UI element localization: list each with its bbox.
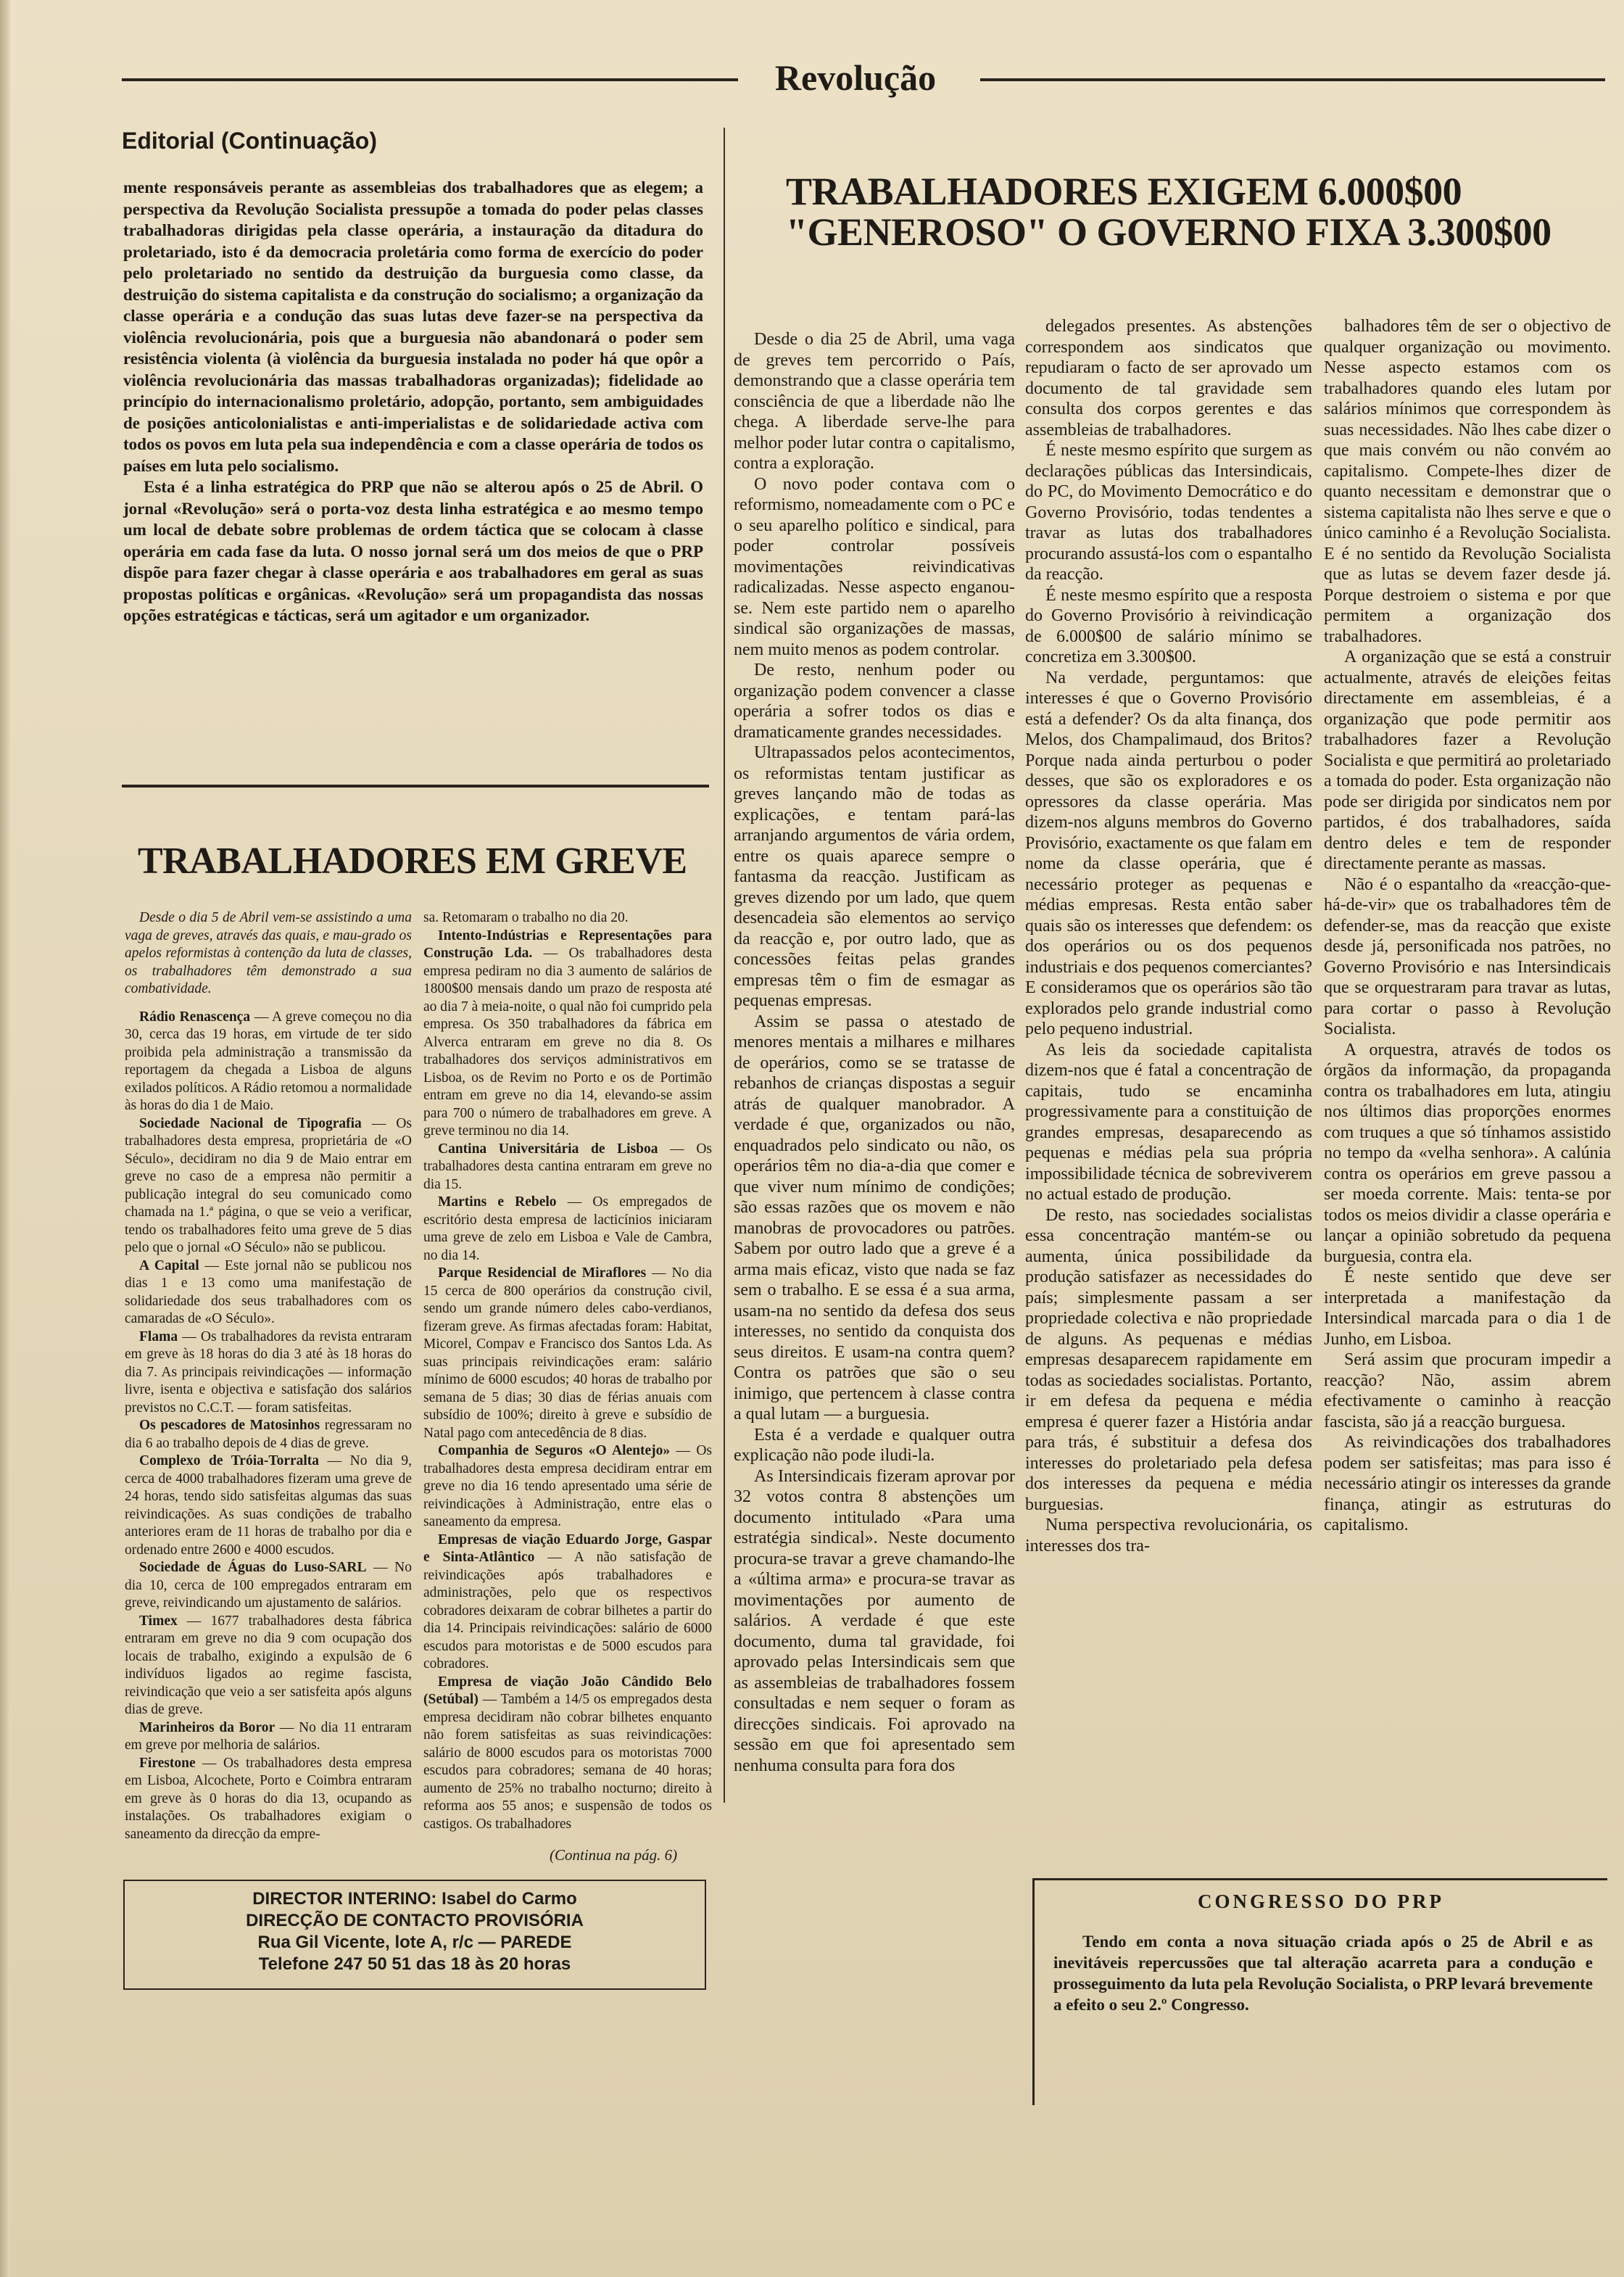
strike-item-name: Empresa de viação João Cândido Belo (Setúbal) bbox=[423, 1674, 712, 1707]
headline-line: "GENEROSO" O GOVERNO FIXA 3.300$00 bbox=[786, 210, 1552, 254]
strike-item-name: Intento-Indústrias e Representações para Construção Lda. bbox=[423, 927, 712, 961]
strike-item-name: Empresas de viação Eduardo Jorge, Gaspar e Sinta-Atlântico bbox=[423, 1532, 712, 1565]
congresso-box bbox=[1032, 1878, 1607, 2105]
article-paragraph: A orquestra, através de todos os órgãos da informação, da propaganda contra os trabalhadores em luta, atingiu nos últimos dias proporções enormes com truques a que só tínhamos assistido no tempo da «velha senhora». A calúnia contra os operários em greve passou a ser moeda corrente. Mais: tenta-se por todos os meios dividir a classe operária e lançar a opinião sobretudo da pequena burguesia, contra ela. bbox=[1324, 1040, 1611, 1266]
article-paragraph: De resto, nas sociedades socialistas essa concentração mantém-se ou aumenta, única possibilidade da produção satisfazer as necessidades do país; simplesmente passam a ser propriedade colectiva e não propriedade de alguns. As pequenas e médias empresas desaparecem rapidamente em todas as sociedades socialistas. Portanto, ir em defesa da pequena e média empresa é querer fazer a História andar para trás, é substituir a defesa dos interesses do proletariado pela defesa dos interesses da pequena e média burguesias. bbox=[1025, 1205, 1312, 1514]
article-paragraph: As Intersindicais fizeram aprovar por 32 votos contra 8 abstenções um documento intitulado «Para uma estratégia sindical». Neste documento procura-se travar a greve chamando-lhe a «última arma» e procura-se travar as movimentações por aumento de salários. A verdade é que este documento, duma tal gravidade, foi aprovado pelas Intersindicais sem que as assembleias de trabalhadores fossem consultadas e nem sequer o foram as direcções sindicais. Foi aprovado na sessão em que foi apresentado sem nenhuma consulta para fora dos bbox=[734, 1466, 1015, 1775]
masthead-title: Revolução bbox=[774, 57, 937, 98]
strike-item-text: — Os trabalhadores desta empresa em Lisboa, Alcochete, Porto e Coimbra entraram em greve às 0 horas do dia 13, ocupando as instalações. Os trabalhadores exigiam o saneamento da direcção da empre- bbox=[125, 1755, 412, 1842]
article-paragraph: Numa perspectiva revolucionária, os interesses dos tra- bbox=[1025, 1516, 1312, 1555]
article-paragraph: Assim se passa o atestado de menores mentais a milhares e milhares de operários, como se se tratasse de rebanhos de crianças dispostas a seguir atrás de qualquer manobrador. A verdade é que, organizados ou não, enquadrados pelo sindicato ou não, os operários têm no dia-a-dia que comer e que viver num mínimo de condições; são essas razões que os movem e não manobras de provocadores ou patrões. Sabem por outro lado que a greve é a arma mais eficaz, visto que nada se faz sem o trabalho. E se essa é a sua arma, usam-na no sentido da defesa dos seus interesses, no sentido da conquista dos seus direitos. E usam-na contra quem? Contra os patrões que são o seu inimigo, que pertencem à classe contra a qual lutam — a burguesia. bbox=[734, 1012, 1015, 1423]
strike-item bbox=[125, 1417, 412, 1452]
strike-item-name: Rádio Renascença bbox=[139, 1009, 251, 1025]
strike-item-name: Os pescadores de Matosinhos bbox=[139, 1418, 320, 1433]
strike-item-text: sa. Retomaram o trabalho no dia 20. bbox=[423, 910, 629, 925]
strike-item-name: Cantina Universitária de Lisboa bbox=[438, 1141, 658, 1157]
strike-item bbox=[423, 1674, 712, 1834]
editorial-body bbox=[123, 177, 703, 627]
strike-item-name: Timex bbox=[139, 1613, 178, 1629]
strike-item bbox=[423, 1194, 712, 1265]
section-divider bbox=[122, 785, 709, 788]
editorial-paragraph: mente responsáveis perante as assembleias dos trabalhadores que as elegem; a perspectiva da Revolução Socialista pressupõe a tomada do poder pelas classes trabalhadoras dirigidas pela classe operária, a instauração da ditadura do proletariado, isto é da democracia proletária como forma de exercício do poder pelo proletariado no sentido da destruição da burguesia como classe, da destruição do sistema capitalista e da construção do socialismo; a organização da classe operária e a condução das suas lutas deve fazer-se na perspectiva da violência revolucionária, pois que a burguesia não abandonará o poder sem resistência violenta (à violência da burguesia instalada no poder há que opôr a violência revolucionária das massas trabalhadoras organizadas); fidelidade ao princípio do internacionalismo proletário, adopção, portanto, sem ambiguidades de posições anticolonialistas e anti-imperialistas e de solidariedade activa com todos os povos em luta pela sua independência e com a classe operária de todos os países em luta pelo socialismo. bbox=[123, 178, 703, 475]
column-divider bbox=[724, 128, 725, 1803]
greve-column-2 bbox=[423, 909, 712, 1845]
article-paragraph: De resto, nenhum poder ou organização podem convencer a classe operária a sofrer todos os dias e dramaticamente grandes necessidades. bbox=[734, 661, 1015, 742]
strike-item bbox=[125, 1559, 412, 1613]
director-line: DIRECÇÃO DE CONTACTO PROVISÓRIA bbox=[246, 1911, 584, 1930]
editorial-paragraph: Esta é a linha estratégica do PRP que não se alterou após o 25 de Abril. O jornal «Revolução» será o porta-voz desta linha estratégica e ao mesmo tempo um local de debate sobre problemas de ordem táctica que se colocam à classe operária em cada fase da luta. O nosso jornal será um dos meios de que o PRP dispõe para fazer chegar à classe operária e aos trabalhadores em geral as suas propostas políticas e orgânicas. «Revolução» será um propagandista das nossas opções estratégicas e tácticas, será um agitador e um organizador. bbox=[123, 478, 703, 624]
strike-item-text: — Este jornal não se publicou nos dias 1 e 13 como uma manifestação de solidariedade dos seus trabalhadores com os camaradas de «O Século». bbox=[125, 1257, 412, 1326]
strike-item-text: — Os empregados de escritório desta empresa de lacticínios iniciaram uma greve de zelo em Lisboa e Vale de Cambra, no dia 14. bbox=[423, 1194, 712, 1263]
strike-item-text: — Também a 14/5 os empregados desta empresa decidiram não cobrar bilhetes enquanto não forem satisfeitas as suas reivindicações: salário de 8000 escudos para os motoristas 7000 escudos para cobradores; semana de 40 horas; aumento de 25% no trabalho nocturno; direito à reforma aos 55 anos; e suspensão de todos os castigos. Os trabalhadores bbox=[423, 1692, 712, 1832]
masthead-rule-right bbox=[980, 78, 1605, 81]
masthead-rule-left bbox=[122, 78, 738, 81]
article-paragraph: balhadores têm de ser o objectivo de qualquer organização ou movimento. Nesse aspecto estamos com os trabalhadores quando eles lutam por salários mínimos que correspondem às suas necessidades. Não lhes cabe dizer o que mais convém ou não convém ao capitalismo. Compete-lhes dizer de quanto necessitam e demonstrar que o sistema capitalista não lhes serve e que o único caminho é a Revolução Socialista. E é no sentido da Revolução Socialista que as lutas se devem fazer desde já. Porque destroiem o sistema e por que permitem a organização dos trabalhadores. bbox=[1324, 317, 1611, 646]
strike-item-text: — Os trabalhadores desta empresa, proprietária de «O Século», decidiram no dia 9 de Maio entrar em greve no caso de a empresa não permitir a publicação integral do seu comunicado como chamada na 1.ª página, o que se veio a verificar, tendo os trabalhadores feito uma greve de 5 dias pelo que o jornal «O Século» não se publicou. bbox=[125, 1115, 412, 1255]
congresso-title: CONGRESSO DO PRP bbox=[1197, 1890, 1445, 1912]
strike-item bbox=[423, 909, 712, 927]
article-paragraph: Desde o dia 25 de Abril, uma vaga de greves tem percorrido o País, demonstrando que a classe operária tem consciência de que a liberdade não lhe chega. A liberdade serve-lhe para melhor poder lutar contra o capitalismo, contra a exploração. bbox=[734, 330, 1015, 473]
greve-lead: Desde o dia 5 de Abril vem-se assistindo a uma vaga de greves, através das quais, e mau-grado os apelos reformistas à contenção da luta de classes, os trabalhadores têm demonstrado a sua combatividade. bbox=[125, 910, 412, 996]
strike-item bbox=[125, 1009, 412, 1115]
main-article-column-3 bbox=[1324, 316, 1611, 1846]
article-paragraph: O novo poder contava com o reformismo, nomeadamente com o PC e o seu aparelho político e sindical, para poder controlar possíveis movimentações reivindicativas radicalizadas. Nesse aspecto enganou-se. Nem este partido nem o aparelho sindical são organizações de massas, nem muito menos as podem controlar. bbox=[734, 474, 1015, 659]
strike-item-name: Firestone bbox=[139, 1755, 196, 1771]
strike-item-text: — Os trabalhadores desta empresa decidiram entrar em greve no dia 16 tendo apresentado uma série de reivindicações à Administração, entre elas o saneamento da empresa. bbox=[423, 1443, 712, 1529]
strike-item bbox=[125, 1613, 412, 1719]
headline-line: TRABALHADORES EXIGEM 6.000$00 bbox=[786, 170, 1462, 213]
article-paragraph: Não é o espantalho da «reacção-que-há-de-vir» que os trabalhadores têm de defender-se, mas da reacção que existe desde já, personificada nos patrões, no Governo Provisório e nas Intersindicais que se orquestraram para travar as lutas, para cortar o passo à Revolução Socialista. bbox=[1324, 875, 1611, 1038]
strike-item bbox=[423, 1141, 712, 1194]
director-line: Rua Gil Vicente, lote A, r/c — PAREDE bbox=[257, 1933, 572, 1952]
article-paragraph: delegados presentes. As abstenções correspondem aos sindicatos que repudiaram o facto de ser aprovado um documento de tal gravidade sem consulta dos corpos gerentes e das assembleias de trabalhadores. bbox=[1025, 317, 1312, 439]
strike-item bbox=[125, 1719, 412, 1755]
greve-column-1 bbox=[125, 909, 412, 1845]
strike-item bbox=[125, 1755, 412, 1844]
strike-item-name: Companhia de Seguros «O Alentejo» bbox=[438, 1443, 671, 1458]
article-paragraph: É neste sentido que deve ser interpretada a manifestação da Intersindical marcada para o dia 1 de Junho, em Lisboa. bbox=[1324, 1268, 1611, 1349]
main-article-column-1 bbox=[734, 329, 1015, 2084]
strike-item-name: Marinheiros da Boror bbox=[139, 1719, 276, 1735]
strike-item-text: — No dia 10, cerca de 100 empregados entraram em greve, reivindicando um ajustamento de salários. bbox=[125, 1560, 412, 1611]
article-paragraph: Esta é a verdade e qualquer outra explicação não pode iludi-la. bbox=[734, 1425, 1015, 1465]
director-line: DIRECTOR INTERINO: Isabel do Carmo bbox=[252, 1889, 577, 1909]
strike-item-text: — No dia 11 entraram em greve por melhoria de salários. bbox=[125, 1719, 412, 1753]
strike-item bbox=[125, 1257, 412, 1328]
article-paragraph: Na verdade, perguntamos: que interesses é que o Governo Provisório está a defender? Os da alta finança, dos Melos, dos Champalimaud, dos Britos? Porque nada ainda perturbou o poder desses, que são os exploradores e os opressores da classe operária. Mas dizem-nos alguns membros do Governo Provisório, exactamente os que falam em nome da classe operária, que é necessário proteger as pequenas e médias empresas. Resta então saber quais são os interesses que defendem: os dos operários ou os dos pequenos industriais e dos pequenos comerciantes? E consideramos que os operários são tão explorados pelo grande industrial como pelo pequeno industrial. bbox=[1025, 668, 1312, 1038]
director-box bbox=[123, 1880, 706, 1990]
strike-item-name: Martins e Rebelo bbox=[438, 1194, 557, 1210]
article-paragraph: É neste mesmo espírito que surgem as declarações públicas das Intersindicais, do PC, do Movimento Democrático e do Governo Provisório, todas tendentes a travar as lutas dos trabalhadores procurando assustá-los com o espantalho da reacção. bbox=[1025, 441, 1312, 584]
main-headline bbox=[786, 171, 1583, 252]
strike-item-text: — Os trabalhadores desta cantina entraram em greve no dia 15. bbox=[423, 1141, 712, 1192]
article-paragraph: As leis da sociedade capitalista dizem-nos que é fatal a concentração de capitais, tudo se encaminha progressivamente para a constituição de grandes empresas, desaparecendo as pequenas e médias pela sua própria impossibilidade técnica de sobreviverem no actual estado de produção. bbox=[1025, 1040, 1312, 1204]
strike-item-name: Complexo de Tróia-Torralta bbox=[139, 1453, 320, 1468]
director-line: Telefone 247 50 51 das 18 às 20 horas bbox=[258, 1954, 571, 1974]
strike-item-name: A Capital bbox=[139, 1257, 199, 1273]
strike-item-text: — 1677 trabalhadores desta fábrica entraram em greve no dia 9 com ocupação dos locais de trabalho, exigindo a expulsão de 6 indivíduos ligados ao regime fascista, reivindicação que veio a ser satisfeita após alguns dias de greve. bbox=[125, 1613, 412, 1717]
strike-item-text: regressaram no dia 6 ao trabalho depois de 4 dias de greve. bbox=[125, 1418, 412, 1451]
strike-item bbox=[423, 1442, 712, 1532]
strike-item bbox=[423, 1265, 712, 1442]
strike-item bbox=[125, 1115, 412, 1257]
page-edge bbox=[0, 0, 10, 2277]
article-paragraph: É neste mesmo espírito que a resposta do Governo Provisório à reivindicação de 6.000$00 de salário mínimo se concretiza em 3.300$00. bbox=[1025, 585, 1312, 666]
strike-item bbox=[125, 1328, 412, 1418]
main-article-column-2 bbox=[1025, 316, 1312, 1854]
strike-item bbox=[423, 927, 712, 1141]
article-paragraph: A organização que se está a construir actualmente, através de eleições feitas directamente em assembleias, é a organização que pode permitir aos trabalhadores fazer a Revolução Socialista e que permitirá ao proletariado a tomada do poder. Esta organização não pode ser dirigida por sindicatos nem por partidos, é dos trabalhadores, saída dentro deles e tem de responder directamente perante as massas. bbox=[1324, 648, 1611, 873]
strike-item-name: Sociedade Nacional de Tipografia bbox=[139, 1115, 362, 1131]
greve-headline: TRABALHADORES EM GREVE bbox=[138, 840, 687, 882]
strike-item-text: — No dia 9, cerca de 4000 trabalhadores fizeram uma greve de 24 horas, tendo sido satisfeitas algumas das suas reivindicações. As suas condições de trabalho anteriores eram de 11 horas de trabalho por dia e ordenado entre 2600 e 4000 escudos. bbox=[125, 1453, 412, 1558]
strike-item-name: Sociedade de Águas do Luso-SARL bbox=[139, 1560, 367, 1575]
article-paragraph: Ultrapassados pelos acontecimentos, os reformistas tentam justificar as greves lançando mão de todas as explicações, e tentam pará-las arranjando argumentos de vária ordem, entre os quais aparece sempre o fantasma da reacção. Justificam as greves dizendo por um lado, que quem desencadeia são elementos ao serviço da reacção e, por outro lado, que as concessões feitas pelas grandes empresas têm o fim de esmagar as pequenas empresas. bbox=[734, 743, 1015, 1010]
strike-item-text: — No dia 15 cerca de 800 operários da construção civil, sendo um grande número deles cabo-verdianos, fizeram greve. As firmas afectadas foram: Habitat, Micorel, Compav e Francisco dos Santos Lda. As suas principais reivindicações eram: salário mínimo de 6000 escudos; 40 horas de trabalho por semana de 5 dias; 30 dias de férias anuais com subsídio de 100%; direito à greve e subsídio de Natal pago com antecedência de 8 dias. bbox=[423, 1265, 712, 1441]
article-paragraph: Será assim que procuram impedir a reacção? Não, assim abrem efectivamente o caminho à reacção fascista, são já a reacção burguesa. bbox=[1324, 1350, 1611, 1431]
congresso-body: Tendo em conta a nova situação criada após o 25 de Abril e as inevitáveis repercussões que tal alteração acarreta para a condução e prosseguimento da luta pela Revolução Socialista, o PRP levará brevemente a efeito o seu 2.º Congresso. bbox=[1053, 1933, 1593, 2014]
editorial-heading: Editorial (Continuação) bbox=[122, 128, 377, 154]
strike-item-text: — A não satisfação de reivindicações após trabalhadores e administrações, pelo que os respectivos cobradores deixaram de cobrar bilhetes a partir do dia 14. Principais reivindicações: salário de 6000 escudos para motoristas e de 5000 escudos para cobradores. bbox=[423, 1550, 712, 1671]
strike-item-name: Parque Residencial de Miraflores bbox=[438, 1265, 647, 1281]
strike-item-name: Flama bbox=[139, 1328, 178, 1344]
continued-note: (Continua na pág. 6) bbox=[550, 1846, 678, 1864]
article-paragraph: As reivindicações dos trabalhadores podem ser satisfeitas; mas para isso é necessário atingir os interesses da grande finança, atingir as estruturas do capitalismo. bbox=[1324, 1433, 1611, 1534]
strike-item bbox=[125, 1452, 412, 1559]
strike-item-text: — A greve começou no dia 30, cerca das 19 horas, em virtude de ter sido proibida pela administração a transmissão da reportagem da chegada a Lisboa de alguns exilados políticos. A Rádio retomou a normalidade às horas do dia 1 de Maio. bbox=[125, 1009, 412, 1113]
strike-item-text: — Os trabalhadores da revista entraram em greve às 18 horas do dia 3 até às 18 horas do dia 7. As principais reivindicações — informação livre, isenta e objectiva e satisfação dos salários previstos no C.C.T. — foram satisfeitas. bbox=[125, 1328, 412, 1416]
strike-item-text: — Os trabalhadores desta empresa pediram no dia 3 aumento de salários de 1800$00 mensais dando um prazo de resposta até ao dia 7 à meia-noite, o qual não foi cumprido pela empresa. Os 350 trabalhadores da fábrica em Alverca entraram em greve no dia 8. Os trabalhadores dos serviços administrativos em Lisboa, os de Revim no Porto e os de Portimão entram em greve no dia 14, elevando-se assim para 700 o número de trabalhadores em greve. A greve terminou no dia 14. bbox=[423, 946, 712, 1138]
strike-item bbox=[423, 1532, 712, 1674]
